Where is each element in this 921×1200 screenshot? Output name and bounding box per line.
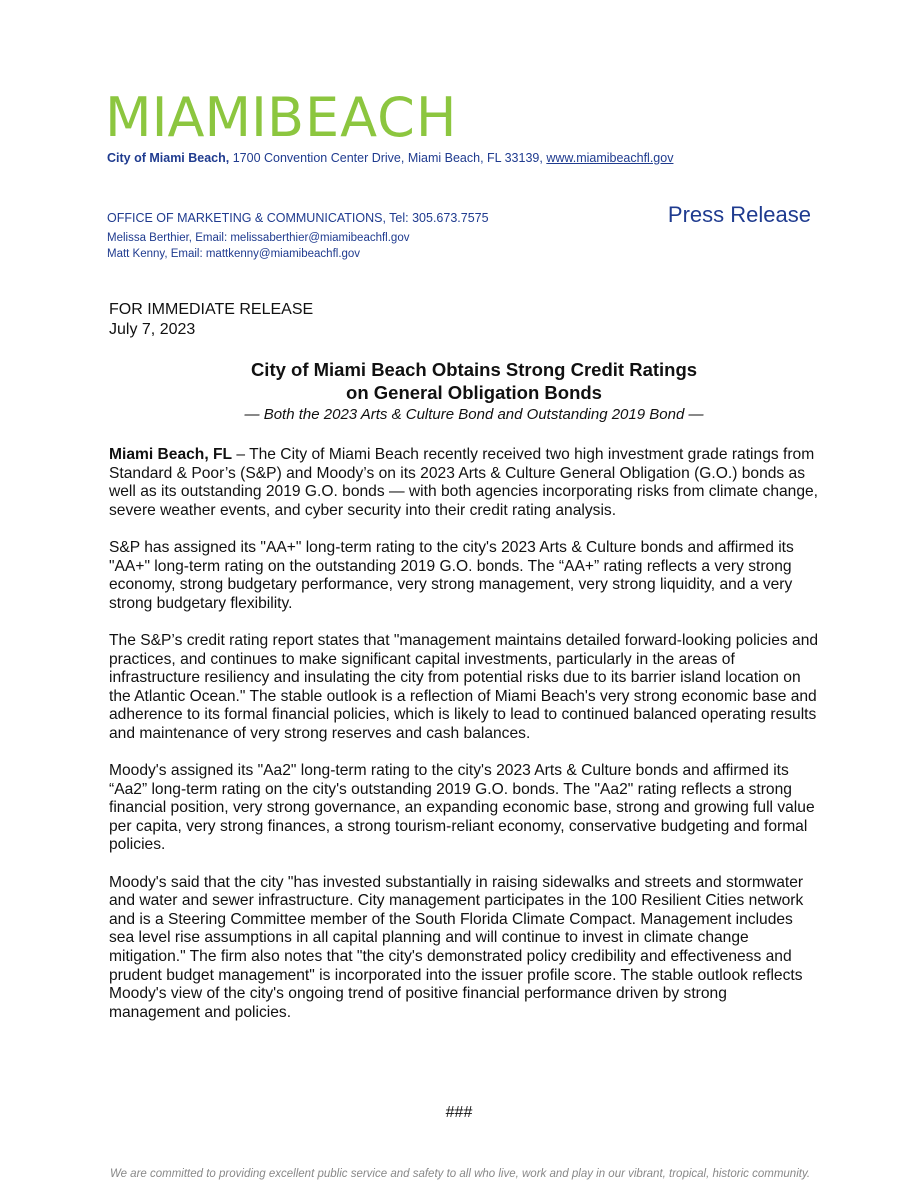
body-paragraph-4: Moody's assigned its "Aa2" long-term rating to the city's 2023 Arts & Culture bonds and affirmed its “Aa2” long-term rating on the city's outstanding 2019 G.O. bonds. The "Aa2" rating reflects a strong financial position, very strong governance, an expanding economic base, strong and growing full value per capita, very strong finances, a strong tourism-reliant economy, conservative budgeting and formal policies.: [109, 762, 815, 854]
press-release-label: Press Release: [667, 202, 811, 227]
miami-beach-logo: [105, 88, 457, 148]
body-paragraph-5: Moody's said that the city "has invested substantially in raising sidewalks and streets and stormwater and water and sewer infrastructure. City management participates in the 100 Resilient Cities network and is a Steering Committee member of the South Florida Climate Compact. Management includes sea level rise assumptions in all capital planning and will continue to invest in climate change mitigation." The firm also notes that "the city's demonstrated policy credibility and effectiveness and prudent budget management" is incorporated into the issuer profile score. The stable outlook reflects Moody's view of the city's ongoing trend of positive financial performance driven by strong management and policies.: [109, 873, 804, 1021]
body-paragraph-2: S&P has assigned its "AA+" long-term rating to the city's 2023 Arts & Culture bonds and affirmed its "AA+" long-term rating on the outstanding 2019 G.O. bonds. The “AA+” rating reflects a very strong economy, strong budgetary performance, very strong management, very strong liquidity, and a very strong budgetary flexibility.: [109, 538, 794, 612]
headline-line-2: on General Obligation Bonds: [346, 382, 602, 403]
body-paragraph-3: The S&P’s credit rating report states that "management maintains detailed forward-looking policies and practices, and continues to make significant capital investments, particularly in the areas of infrastructure resiliency and insulating the city from potential risks due to its barrier island location on the Atlantic Ocean." The stable outlook is a reflection of Miami Beach's very strong economic base and adherence to its formal financial policies, which is likely to lead to continued balanced operating results and maintenance of very strong reserves and cash balances.: [109, 631, 819, 742]
office-line: OFFICE OF MARKETING & COMMUNICATIONS, Tel: 305.673.7575: [107, 211, 489, 225]
body-paragraph-1: [109, 446, 821, 520]
logo-part-miami: MIAMI: [105, 86, 267, 149]
city-website-link[interactable]: www.miamibeachfl.gov: [546, 151, 674, 165]
end-mark: ###: [445, 1104, 473, 1121]
release-date: July 7, 2023: [109, 321, 196, 338]
city-name: City of Miami Beach,: [107, 151, 230, 165]
city-address: 1700 Convention Center Drive, Miami Beach, FL 33139,: [229, 151, 547, 165]
city-address-line: [107, 151, 673, 165]
contact-melissa: Melissa Berthier, Email: melissaberthier@miamibeachfl.gov: [107, 232, 410, 244]
headline-line-1: City of Miami Beach Obtains Strong Credit Ratings: [250, 359, 698, 380]
immediate-release-label: FOR IMMEDIATE RELEASE: [109, 301, 314, 318]
subheadline: — Both the 2023 Arts & Culture Bond and Outstanding 2019 Bond —: [244, 406, 704, 423]
contact-matt: Matt Kenny, Email: mattkenny@miamibeachfl.gov: [107, 248, 361, 260]
footer-tagline: We are committed to providing excellent public service and safety to all who live, work and play in our vibrant, tropical, historic community.: [109, 1168, 811, 1180]
dateline: Miami Beach, FL: [109, 446, 233, 463]
article-body: [109, 446, 821, 1041]
paragraph-1-text: – The City of Miami Beach recently received two high investment grade ratings from Standard & Poor’s (S&P) and Moody’s on its 2023 Arts & Culture General Obligation (G.O.) bonds as well as its outstanding 2019 G.O. bonds — with both agencies incorporating risks from climate change, severe weather events, and cyber security into their credit rating analysis.: [109, 446, 819, 519]
logo-part-beach: BEACH: [266, 86, 458, 149]
